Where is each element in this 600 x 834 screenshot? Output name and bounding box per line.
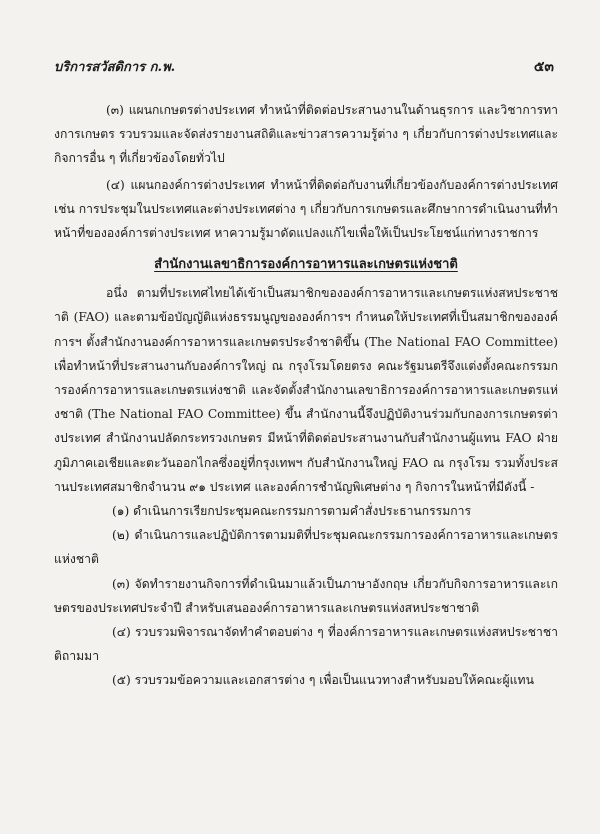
header-title: บริการสวัสดิการ ก.พ.	[54, 60, 176, 75]
paragraph-foreign-organizations: (๔) แผนกองค์การต่างประเทศ ทำหน้าที่ติดต่อกับงานที่เกี่ยวข้องกับองค์การต่างประเทศ เช่น การประชุมในประเทศและต่างประเทศต่าง ๆ เกี่ยวกับการเกษตรและศึกษาการดำเนินงานที่ทำหน้าที่ขององค์การต่างประเทศ หาความรู้มาดัดแปลงแก้ไขเพื่อให้เป็นประโยชน์แก่ทางราชการ	[54, 177, 558, 241]
paragraph-foreign-agriculture: (๓) แผนกเกษตรต่างประเทศ ทำหน้าที่ติดต่อประสานงานในด้านธุรการ และวิชาการทางการเกษตร รวบรวมและจัดส่งรายงานสถิติและข่าวสารความรู้ต่าง ๆ เกี่ยวกับการต่างประเทศและกิจการอื่น ๆ ที่เกี่ยวข้องโดยทั่วไป	[54, 103, 558, 166]
running-header	[54, 56, 558, 78]
list-item-4: (๔) รวบรวมพิจารณาจัดทำคำตอบต่าง ๆ ที่องค์การอาหารและเกษตรแห่งสหประชาชาติถามมา	[54, 625, 558, 664]
list-item-5: (๕) รวบรวมข้อความและเอกสารต่าง ๆ เพื่อเป็นแนวทางสำหรับมอบให้คณะผู้แทน	[112, 673, 534, 688]
list-item-3: (๓) จัดทำรายงานกิจการที่ดำเนินมาแล้วเป็นภาษาอังกฤษ เกี่ยวกับกิจการอาหารและเกษตรของประเทศประจำปี สำหรับเสนอองค์การอาหารและเกษตรแห่งสหประชาชาติ	[54, 576, 558, 615]
list-item-2: (๒) ดำเนินการและปฏิบัติการตามมติที่ประชุมคณะกรรมการองค์การอาหารและเกษตรแห่งชาติ	[54, 528, 558, 567]
section-title: สำนักงานเลขาธิการองค์การอาหารและเกษตรแห่งชาติ	[154, 257, 458, 273]
list-item-1: (๑) ดำเนินการเรียกประชุมคณะกรรมการตามคำสั่งประธานกรรมการ	[112, 504, 472, 519]
page-number: ๕๓	[533, 59, 554, 75]
paragraph-fao-office: อนึ่ง ตามที่ประเทศไทยได้เข้าเป็นสมาชิกขององค์การอาหารและเกษตรแห่งสหประชาชาติ (FAO) และตามข้อบัญญัติแห่งธรรมนูญขององค์การฯ กำหนดให้ประเทศที่เป็นสมาชิกขององค์การฯ ตั้งสำนักงานองค์การอาหารและเกษตรประจำชาติขึ้น (The National FAO Committee) เพื่อทำหน้าที่ประสานงานกับองค์การใหญ่ ณ กรุงโรมโดยตรง คณะรัฐมนตรีจึงแต่งตั้งคณะกรรมการองค์การอาหารและเกษตรแห่งชาติ และจัดตั้งสำนักงานเลขาธิการองค์การอาหารและเกษตรแห่งชาติ (The National FAO Committee) ขึ้น สำนักงานนี้จึงปฏิบัติงานร่วมกับกองการเกษตรต่างประเทศ สำนักงานปลัดกระทรวงเกษตร มีหน้าที่ติดต่อประสานงานกับสำนักงานผู้แทน FAO ฝ่ายภูมิภาคเอเชียและตะวันออกไกลซึ่งอยู่ที่กรุงเทพฯ กับสำนักงานใหญ่ FAO ณ กรุงโรม รวมทั้งประสานประเทศสมาชิกจำนวน ๙๑ ประเทศ และองค์การชำนัญพิเศษต่าง ๆ กิจการในหน้าที่มีดังนี้ -	[54, 286, 558, 494]
